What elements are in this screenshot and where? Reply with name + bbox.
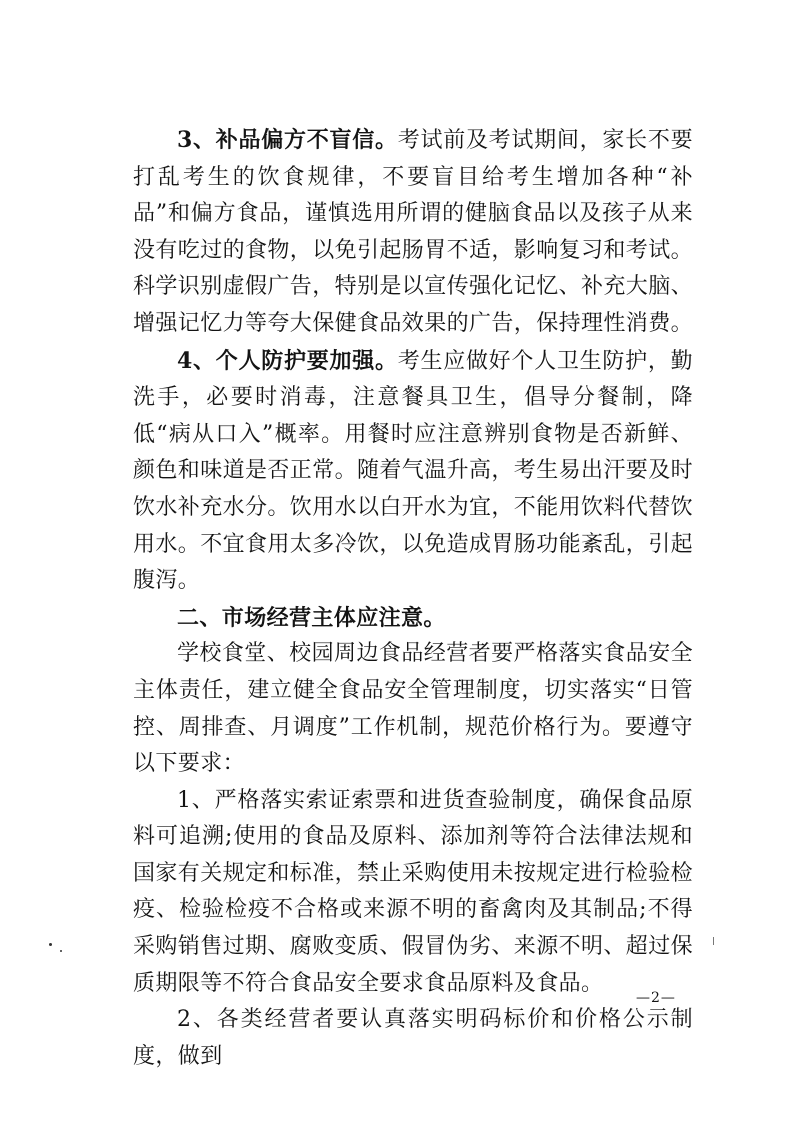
paragraph-personal-protection — [133, 343, 693, 600]
document-body — [133, 122, 693, 1075]
paragraph-requirement-1 — [133, 783, 693, 1003]
paragraph-operators-intro — [133, 636, 693, 782]
scan-mark — [713, 937, 714, 945]
section-heading-market — [133, 600, 693, 637]
scan-speck — [60, 950, 62, 952]
paragraph-text: 考生应做好个人卫生防护，勤洗手，必要时消毒，注意餐具卫生，倡导分餐制，降低“病从口入”概率。用餐时应注意辨别食物是否新鲜、颜色和味道是否正常。随着气温升高，考生易出汗要及时饮水补充水分。饮用水以白开水为宜，不能用饮料代替饮用水。不宜食用太多冷饮，以免造成胃肠功能紊乱，引起腹泻。 — [133, 348, 694, 594]
section-heading-text: 二、市场经营主体应注意。 — [177, 604, 446, 631]
paragraph-text: 学校食堂、校园周边食品经营者要严格落实食品安全主体责任，建立健全食品安全管理制度，切实落实“日管控、周排查、月调度”工作机制，规范价格行为。要遵守以下要求： — [133, 641, 693, 777]
paragraph-text: 1、严格落实索证索票和进货查验制度，确保食品原料可追溯;使用的食品及原料、添加剂等符合法律法规和国家有关规定和标准，禁止采购使用未按规定进行检验检疫、检验检疫不合格或来源不明的畜禽肉及其制品;不得采购销售过期、腐败变质、假冒伪劣、来源不明、超过保质期限等不符合食品安全要求食品原料及食品。 — [133, 787, 694, 996]
scan-speck — [49, 943, 52, 946]
paragraph-heading: 3、补品偏方不盲信。 — [177, 127, 398, 153]
paragraph-text: 2、各类经营者要认真落实明码标价和价格公示制度，做到 — [133, 1007, 693, 1069]
paragraph-heading: 4、个人防护要加强。 — [177, 347, 398, 374]
paragraph-supplements — [133, 122, 693, 343]
paragraph-text: 考试前及考试期间，家长不要打乱考生的饮食规律，不要盲目给考生增加各种“补品”和偏方食品，谨慎选用所谓的健脑食品以及孩子从来没有吃过的食物，以免引起肠胃不适，影响复习和考试。科学识别虚假广告，特别是以宣传强化记忆、补充大脑、增强记忆力等夸大保健食品效果的广告，保持理性消费。 — [133, 128, 694, 336]
paragraph-requirement-2 — [133, 1002, 693, 1075]
page-number: —2— — [636, 990, 676, 1006]
